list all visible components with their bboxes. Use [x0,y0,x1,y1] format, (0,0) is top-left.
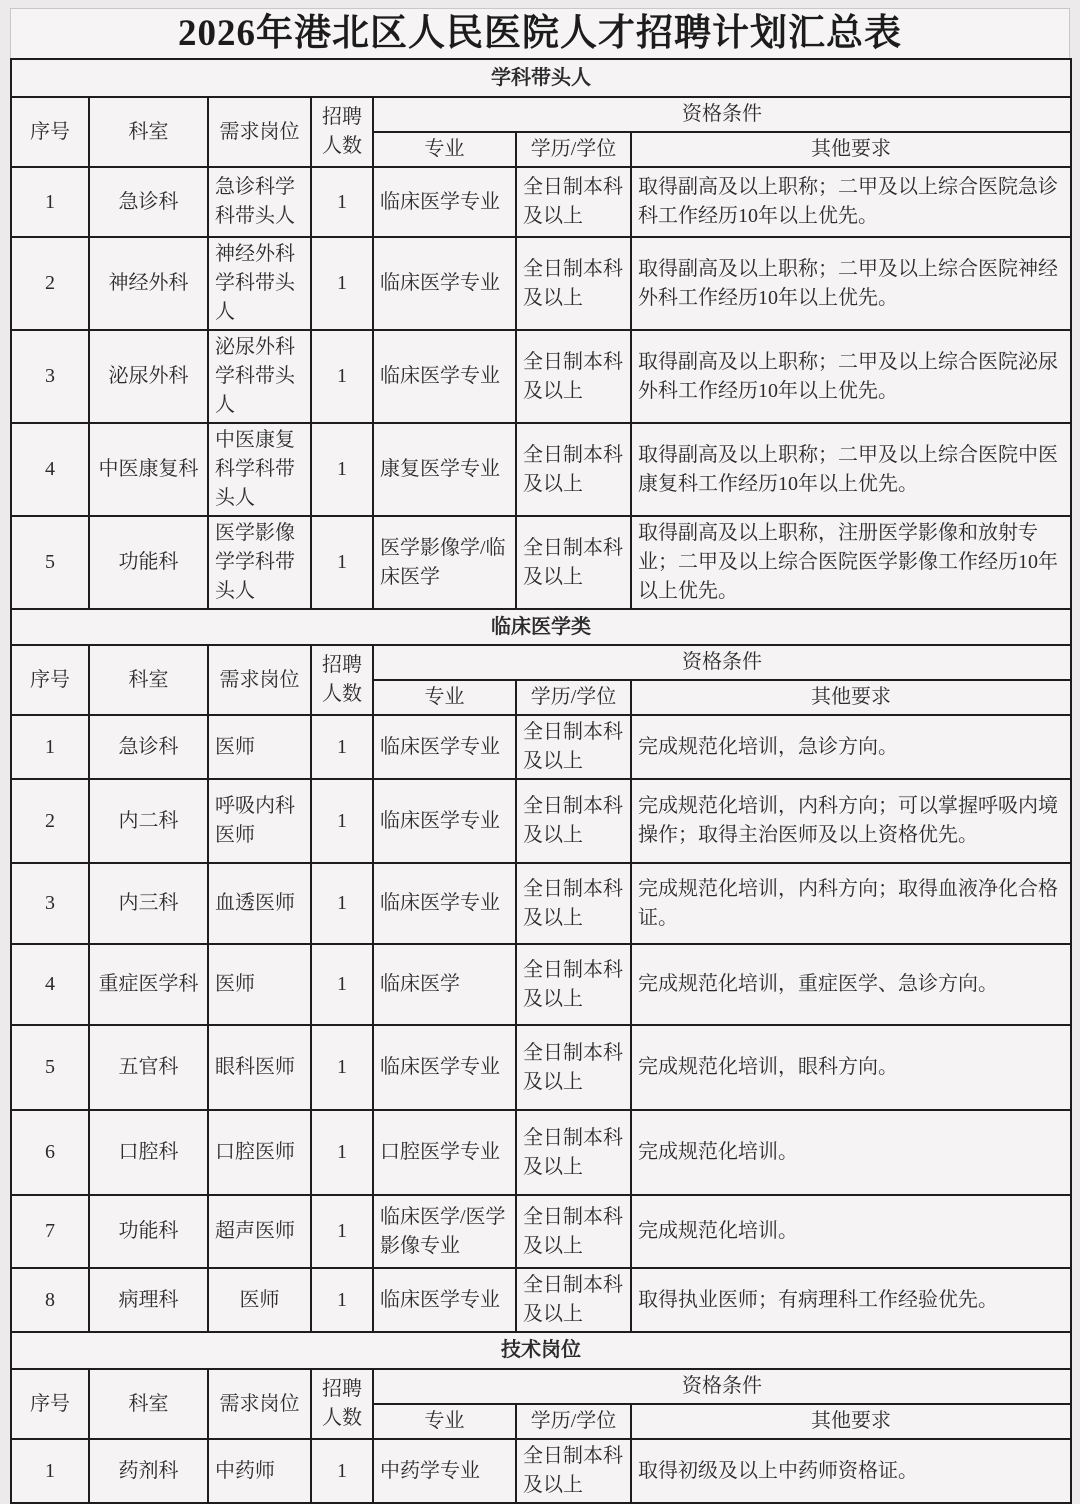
cell-position: 中药师 [208,1439,311,1503]
cell-dept: 内二科 [89,779,208,863]
cell-other: 取得副高及以上职称；二甲及以上综合医院中医康复科工作经历10年以上优先。 [631,423,1071,516]
cell-degree: 全日制本科及以上 [516,1195,631,1268]
cell-position: 医师 [208,715,311,779]
cell-major: 临床医学专业 [373,237,516,330]
cell-degree: 全日制本科及以上 [516,944,631,1025]
col-header-qualification: 资格条件 [373,1369,1071,1404]
col-header-no: 序号 [11,97,89,167]
cell-position: 眼科医师 [208,1025,311,1110]
table-row [11,237,1071,330]
cell-position: 血透医师 [208,863,311,944]
col-header-qualification: 资格条件 [373,645,1071,680]
cell-degree: 全日制本科及以上 [516,516,631,609]
table-body [11,59,1071,1503]
cell-major: 临床医学专业 [373,167,516,237]
col-header-count: 招聘人数 [311,645,373,715]
cell-dept: 五官科 [89,1025,208,1110]
table-row [11,1110,1071,1195]
col-header-dept: 科室 [89,645,208,715]
col-header-other: 其他要求 [631,680,1071,715]
cell-no: 8 [11,1268,89,1332]
cell-major: 口腔医学专业 [373,1110,516,1195]
recruitment-table [10,58,1072,1504]
header-row-1 [11,1369,1071,1404]
cell-dept: 急诊科 [89,715,208,779]
cell-count: 1 [311,715,373,779]
cell-degree: 全日制本科及以上 [516,1439,631,1503]
table-row [11,1439,1071,1503]
cell-degree: 全日制本科及以上 [516,715,631,779]
cell-count: 1 [311,423,373,516]
cell-no: 5 [11,516,89,609]
table-row [11,944,1071,1025]
cell-major: 临床医学专业 [373,1025,516,1110]
cell-no: 1 [11,715,89,779]
cell-count: 1 [311,1025,373,1110]
table-row [11,1195,1071,1268]
cell-degree: 全日制本科及以上 [516,779,631,863]
col-header-major: 专业 [373,680,516,715]
cell-major: 临床医学专业 [373,1268,516,1332]
cell-degree: 全日制本科及以上 [516,1110,631,1195]
cell-position: 呼吸内科医师 [208,779,311,863]
page-title: 2026年港北区人民医院人才招聘计划汇总表 [10,8,1070,58]
cell-no: 4 [11,944,89,1025]
cell-other: 取得初级及以上中药师资格证。 [631,1439,1071,1503]
cell-count: 1 [311,1110,373,1195]
cell-degree: 全日制本科及以上 [516,1268,631,1332]
col-header-dept: 科室 [89,97,208,167]
table-row [11,330,1071,423]
cell-major: 临床医学 [373,944,516,1025]
cell-position: 口腔医师 [208,1110,311,1195]
cell-no: 6 [11,1110,89,1195]
cell-major: 临床医学专业 [373,715,516,779]
col-header-qualification: 资格条件 [373,97,1071,132]
cell-other: 取得副高及以上职称；二甲及以上综合医院神经外科工作经历10年以上优先。 [631,237,1071,330]
section-header: 学科带头人 [11,59,1071,97]
cell-other: 完成规范化培训，急诊方向。 [631,715,1071,779]
cell-other: 取得副高及以上职称；二甲及以上综合医院泌尿外科工作经历10年以上优先。 [631,330,1071,423]
col-header-no: 序号 [11,645,89,715]
cell-degree: 全日制本科及以上 [516,167,631,237]
cell-no: 5 [11,1025,89,1110]
table-row [11,516,1071,609]
table-row [11,779,1071,863]
col-header-degree: 学历/学位 [516,1404,631,1439]
cell-major: 医学影像学/临床医学 [373,516,516,609]
col-header-no: 序号 [11,1369,89,1439]
cell-no: 3 [11,863,89,944]
cell-major: 中药学专业 [373,1439,516,1503]
section-header: 临床医学类 [11,609,1071,645]
table-row [11,715,1071,779]
cell-count: 1 [311,516,373,609]
cell-no: 2 [11,779,89,863]
cell-degree: 全日制本科及以上 [516,863,631,944]
cell-other: 完成规范化培训，眼科方向。 [631,1025,1071,1110]
section-row [11,59,1071,97]
cell-count: 1 [311,237,373,330]
cell-count: 1 [311,1439,373,1503]
cell-major: 临床医学/医学影像专业 [373,1195,516,1268]
cell-no: 1 [11,1439,89,1503]
header-row-1 [11,97,1071,132]
cell-no: 1 [11,167,89,237]
cell-other: 取得副高及以上职称，注册医学影像和放射专业；二甲及以上综合医院医学影像工作经历10年以上优先。 [631,516,1071,609]
col-header-position: 需求岗位 [208,97,311,167]
col-header-major: 专业 [373,1404,516,1439]
cell-dept: 内三科 [89,863,208,944]
cell-count: 1 [311,944,373,1025]
cell-degree: 全日制本科及以上 [516,1025,631,1110]
cell-dept: 重症医学科 [89,944,208,1025]
col-header-other: 其他要求 [631,132,1071,167]
cell-dept: 泌尿外科 [89,330,208,423]
cell-major: 临床医学专业 [373,330,516,423]
table-row [11,423,1071,516]
cell-no: 2 [11,237,89,330]
col-header-count: 招聘人数 [311,1369,373,1439]
cell-degree: 全日制本科及以上 [516,423,631,516]
cell-count: 1 [311,779,373,863]
cell-other: 完成规范化培训，内科方向；取得血液净化合格证。 [631,863,1071,944]
cell-count: 1 [311,167,373,237]
cell-position: 泌尿外科学科带头人 [208,330,311,423]
section-header: 技术岗位 [11,1332,1071,1369]
cell-dept: 功能科 [89,1195,208,1268]
cell-position: 超声医师 [208,1195,311,1268]
col-header-count: 招聘人数 [311,97,373,167]
cell-position: 中医康复科学科带头人 [208,423,311,516]
cell-count: 1 [311,863,373,944]
cell-major: 康复医学专业 [373,423,516,516]
col-header-position: 需求岗位 [208,1369,311,1439]
document-page [10,0,1070,1504]
cell-dept: 药剂科 [89,1439,208,1503]
table-row [11,863,1071,944]
col-header-major: 专业 [373,132,516,167]
cell-other: 取得执业医师；有病理科工作经验优先。 [631,1268,1071,1332]
cell-dept: 急诊科 [89,167,208,237]
table-row [11,1268,1071,1332]
cell-count: 1 [311,1268,373,1332]
cell-count: 1 [311,330,373,423]
section-row [11,609,1071,645]
cell-no: 3 [11,330,89,423]
cell-dept: 功能科 [89,516,208,609]
cell-other: 完成规范化培训，重症医学、急诊方向。 [631,944,1071,1025]
cell-other: 完成规范化培训。 [631,1110,1071,1195]
cell-major: 临床医学专业 [373,779,516,863]
cell-no: 7 [11,1195,89,1268]
cell-dept: 神经外科 [89,237,208,330]
cell-no: 4 [11,423,89,516]
table-row [11,1025,1071,1110]
cell-position: 神经外科学科带头人 [208,237,311,330]
cell-dept: 中医康复科 [89,423,208,516]
cell-position: 医师 [208,944,311,1025]
col-header-other: 其他要求 [631,1404,1071,1439]
cell-other: 完成规范化培训。 [631,1195,1071,1268]
col-header-position: 需求岗位 [208,645,311,715]
section-row [11,1332,1071,1369]
header-row-1 [11,645,1071,680]
cell-dept: 病理科 [89,1268,208,1332]
cell-dept: 口腔科 [89,1110,208,1195]
cell-position: 急诊科学科带头人 [208,167,311,237]
cell-other: 完成规范化培训，内科方向；可以掌握呼吸内境操作；取得主治医师及以上资格优先。 [631,779,1071,863]
col-header-dept: 科室 [89,1369,208,1439]
cell-degree: 全日制本科及以上 [516,330,631,423]
cell-major: 临床医学专业 [373,863,516,944]
col-header-degree: 学历/学位 [516,680,631,715]
cell-position: 医学影像学学科带头人 [208,516,311,609]
table-row [11,167,1071,237]
cell-other: 取得副高及以上职称；二甲及以上综合医院急诊科工作经历10年以上优先。 [631,167,1071,237]
cell-count: 1 [311,1195,373,1268]
cell-degree: 全日制本科及以上 [516,237,631,330]
col-header-degree: 学历/学位 [516,132,631,167]
cell-position: 医师 [208,1268,311,1332]
